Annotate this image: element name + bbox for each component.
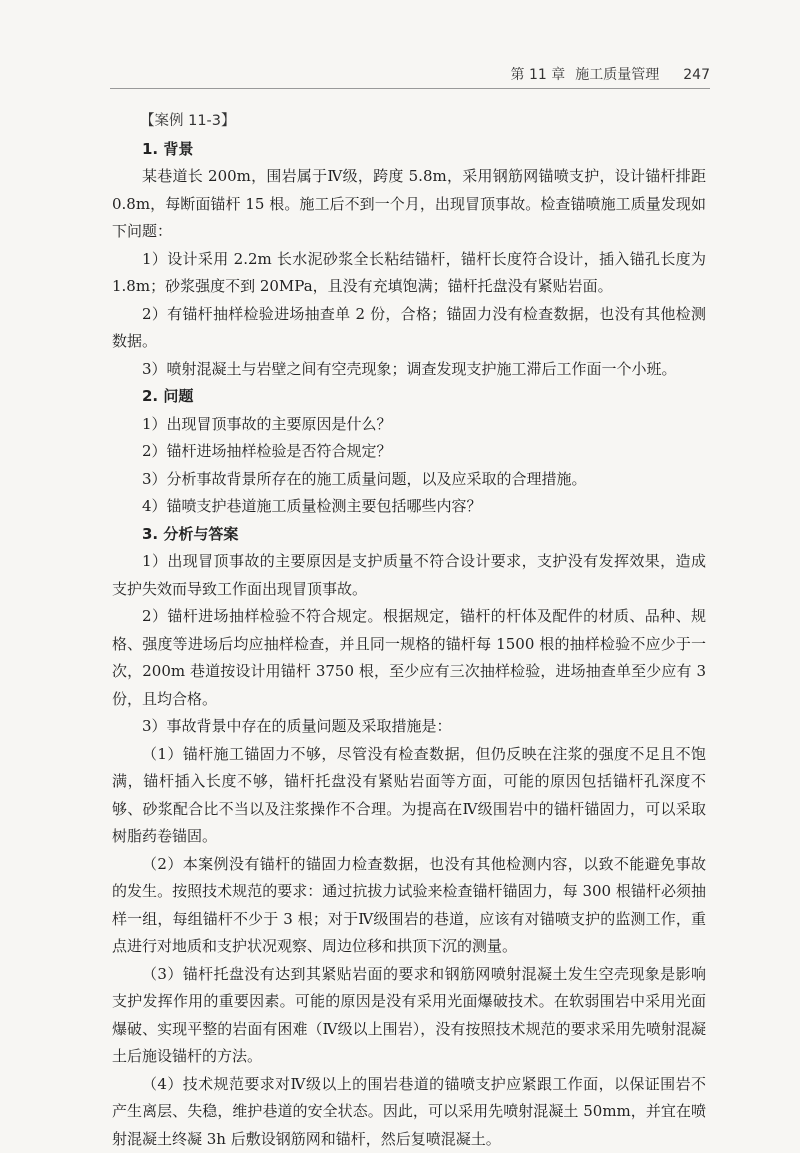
background-intro: 某巷道长 200m，围岩属于Ⅳ级，跨度 5.8m，采用钢筋网锚喷支护，设计锚杆排距 0.8m，每断面锚杆 15 根。施工后不到一个月，出现冒顶事故。检查锚喷施工质量发现如下问题： bbox=[112, 163, 706, 246]
background-heading: 1. 背景 bbox=[142, 136, 706, 164]
header-divider bbox=[110, 88, 710, 89]
answer-paragraph: （2）本案例没有锚杆的锚固力检查数据，也没有其他检测内容，以致不能避免事故的发生。按照技术规范的要求：通过抗拔力试验来检查锚杆锚固力，每 300 根锚杆必须抽样一组，每组锚杆不少于 3 根；对于Ⅳ级围岩的巷道，应该有对锚喷支护的监测工作，重点进行对地质和支护状况观察、周边位移和拱顶下沉的测量。 bbox=[112, 851, 706, 961]
question-item: 2）锚杆进场抽样检验是否符合规定？ bbox=[142, 438, 706, 466]
question-item: 3）分析事故背景所存在的施工质量问题，以及应采取的合理措施。 bbox=[142, 466, 706, 494]
answer-paragraph: （3）锚杆托盘没有达到其紧贴岩面的要求和钢筋网喷射混凝土发生空壳现象是影响支护发挥作用的重要因素。可能的原因是没有采用光面爆破技术。在软弱围岩中采用光面爆破、实现平整的岩面有困难（Ⅳ级以上围岩），没有按照技术规范的要求采用先喷射混凝土后施设锚杆的方法。 bbox=[112, 961, 706, 1071]
answer-paragraph: 1）出现冒顶事故的主要原因是支护质量不符合设计要求，支护没有发挥效果，造成支护失效而导致工作面出现冒顶事故。 bbox=[112, 548, 706, 603]
answer-paragraph: 2）锚杆进场抽样检验不符合规定。根据规定，锚杆的杆体及配件的材质、品种、规格、强度等进场后均应抽样检查，并且同一规格的锚杆每 1500 根的抽样检验不应少于一次，200m 巷道按设计用锚杆 3750 根，至少应有三次抽样检验，进场抽查单至少应有 3 份，且均合格。 bbox=[112, 603, 706, 713]
chapter-title: 施工质量管理 bbox=[575, 64, 659, 84]
problem-item: 2）有锚杆抽样检验进场抽查单 2 份，合格；锚固力没有检查数据，也没有其他检测数据。 bbox=[112, 301, 706, 356]
answer-paragraph: （1）锚杆施工锚固力不够，尽管没有检查数据，但仍反映在注浆的强度不足且不饱满，锚杆插入长度不够，锚杆托盘没有紧贴岩面等方面，可能的原因包括锚杆孔深度不够、砂浆配合比不当以及注浆操作不合理。为提高在Ⅳ级围岩中的锚杆锚固力，可以采取树脂药卷锚固。 bbox=[112, 741, 706, 851]
questions-heading: 2. 问题 bbox=[142, 383, 706, 411]
case-label: 【案例 11-3】 bbox=[140, 108, 706, 136]
page-body bbox=[112, 108, 706, 1153]
problem-item: 3）喷射混凝土与岩壁之间有空壳现象；调查发现支护施工滞后工作面一个小班。 bbox=[112, 356, 706, 384]
problem-item: 1）设计采用 2.2m 长水泥砂浆全长粘结锚杆，锚杆长度符合设计，插入锚孔长度为 1.8m；砂浆强度不到 20MPa，且没有充填饱满；锚杆托盘没有紧贴岩面。 bbox=[112, 246, 706, 301]
chapter-label: 第 11 章 bbox=[511, 64, 566, 84]
question-item: 1）出现冒顶事故的主要原因是什么？ bbox=[142, 411, 706, 439]
answer-paragraph: （4）技术规范要求对Ⅳ级以上的围岩巷道的锚喷支护应紧跟工作面，以保证围岩不产生离层、失稳，维护巷道的安全状态。因此，可以采用先喷射混凝土 50mm，并宜在喷射混凝土终凝 3h 后敷设钢筋网和锚杆，然后复喷混凝土。 bbox=[112, 1071, 706, 1153]
page-number: 247 bbox=[683, 67, 710, 83]
answer-paragraph: 3）事故背景中存在的质量问题及采取措施是： bbox=[112, 713, 706, 741]
question-item: 4）锚喷支护巷道施工质量检测主要包括哪些内容？ bbox=[142, 493, 706, 521]
page-header bbox=[110, 64, 710, 86]
answers-heading: 3. 分析与答案 bbox=[142, 521, 706, 549]
